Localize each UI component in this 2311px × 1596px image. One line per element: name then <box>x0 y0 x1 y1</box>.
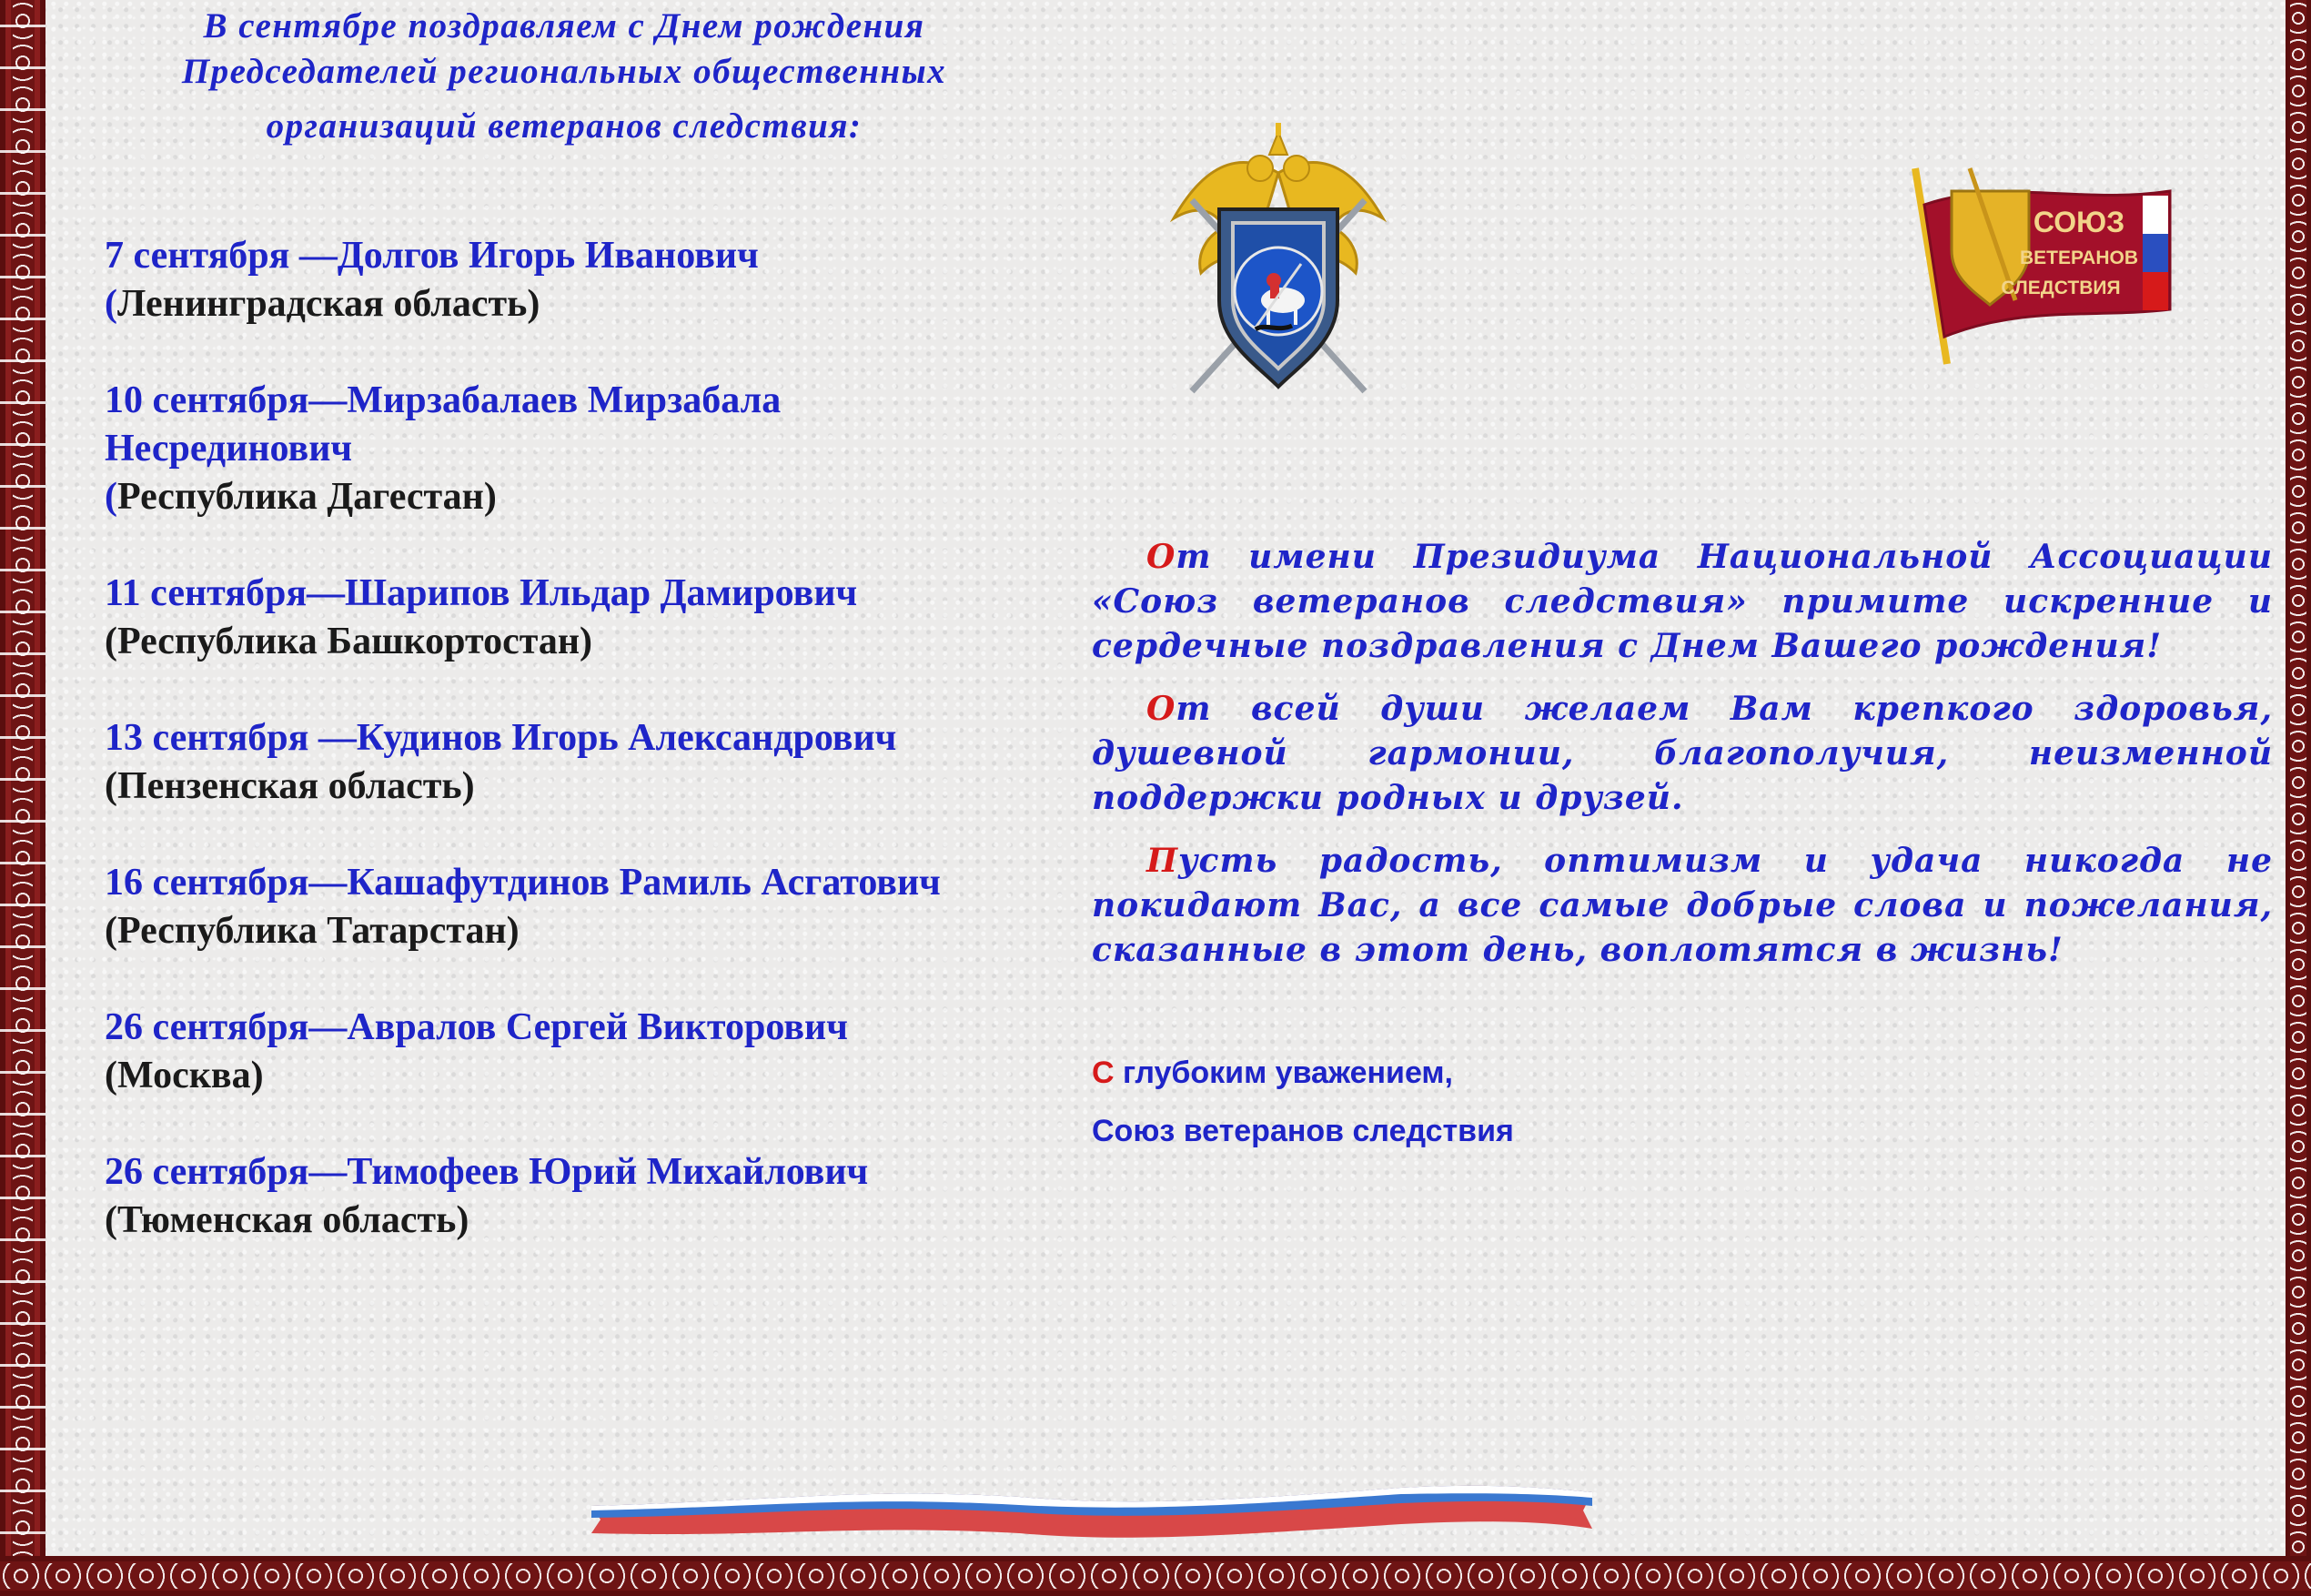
entry-region <box>105 280 1069 328</box>
greeting-paragraph <box>1092 687 2273 821</box>
greeting-text <box>1092 535 2273 991</box>
badge-text-3: СЛЕДСТВИЯ <box>2001 278 2121 298</box>
decorative-border-bottom <box>0 1556 2311 1596</box>
heading-line: Председателей региональных общественных <box>181 52 947 91</box>
paragraph-initial: О <box>1146 690 1176 728</box>
birthday-entry <box>105 1148 1069 1245</box>
signature-line: Союз ветеранов следствия <box>1092 1114 1514 1148</box>
flag-stripe-blue <box>2143 234 2168 272</box>
entry-name: 13 сентября —Кудинов Игорь Александрович <box>105 717 897 759</box>
entry-region <box>105 763 1069 811</box>
signature-text: глубоким уважением, <box>1114 1056 1454 1090</box>
entry-name: 7 сентября —Долгов Игорь Иванович <box>105 235 759 277</box>
birthday-entry <box>105 377 1069 521</box>
region-text: (Пензенская область) <box>105 765 475 807</box>
entry-name: 16 сентября—Кашафутдинов Рамиль Асгатович <box>105 862 941 904</box>
region-text: (Москва) <box>105 1055 264 1096</box>
paragraph-initial: О <box>1146 538 1176 576</box>
badge-text-1: СОЮЗ <box>2033 206 2125 238</box>
entry-region <box>105 907 1069 955</box>
entry-region <box>105 618 1069 666</box>
region-text: Ленинградская область) <box>117 283 540 325</box>
region-text: (Тюменская область) <box>105 1199 469 1241</box>
birthday-entry <box>105 714 1069 811</box>
paragraph-body: т имени Президиума Национальной Ассоциации «Союз ветеранов следствия» примите искренние и сердечные поздравления с Днем Вашего рождения! <box>1092 538 2273 665</box>
signature-initial: С <box>1092 1056 1115 1090</box>
tricolor-ribbon <box>582 1465 1601 1547</box>
paragraph-body: т всей души желаем Вам крепкого здоровья, душевной гармонии, благополучия, неизменной поддержки родных и друзей. <box>1092 690 2273 817</box>
birthday-entry <box>105 1004 1069 1100</box>
signature <box>1092 1056 1514 1149</box>
paragraph-initial: П <box>1146 842 1179 880</box>
investigative-committee-emblem <box>1156 118 1401 400</box>
entry-name: 11 сентября—Шарипов Ильдар Дамирович <box>105 572 858 614</box>
entry-region <box>105 473 1069 521</box>
birthday-list <box>105 232 1069 1293</box>
badge-text-2: ВЕТЕРАНОВ <box>2020 247 2138 268</box>
heading-line: В сентябре поздравляем с Днем рождения <box>203 6 925 45</box>
region-paren: ( <box>105 476 117 518</box>
entry-name: 26 сентября—Авралов Сергей Викторович <box>105 1006 848 1048</box>
page-heading <box>82 4 1046 149</box>
union-of-veterans-badge <box>1897 150 2179 369</box>
flag-stripe-red <box>2143 272 2168 310</box>
heading-line: организаций ветеранов следствия: <box>266 106 863 146</box>
entry-name: 10 сентября—Мирзабалаев Мирзабала Несрединович <box>105 379 782 470</box>
entry-region <box>105 1052 1069 1100</box>
entry-name: 26 сентября—Тимофеев Юрий Михайлович <box>105 1151 869 1193</box>
flag-stripe-white <box>2143 196 2168 234</box>
birthday-entry <box>105 570 1069 666</box>
region-paren: ( <box>105 283 117 325</box>
greeting-paragraph <box>1092 535 2273 669</box>
paragraph-body: усть радость, оптимизм и удача никогда не покидают Вас, а все самые добрые слова и пожелания, сказанные в этот день, воплотятся в жизнь! <box>1092 842 2273 969</box>
signature-line <box>1092 1056 1514 1091</box>
birthday-entry <box>105 232 1069 328</box>
entry-region <box>105 1197 1069 1245</box>
decorative-border-right <box>2286 0 2311 1596</box>
region-text: (Республика Башкортостан) <box>105 621 593 662</box>
region-text: (Республика Татарстан) <box>105 910 520 952</box>
region-text: Республика Дагестан) <box>117 476 497 518</box>
greeting-paragraph <box>1092 839 2273 973</box>
birthday-entry <box>105 859 1069 955</box>
decorative-border-left <box>0 0 45 1596</box>
